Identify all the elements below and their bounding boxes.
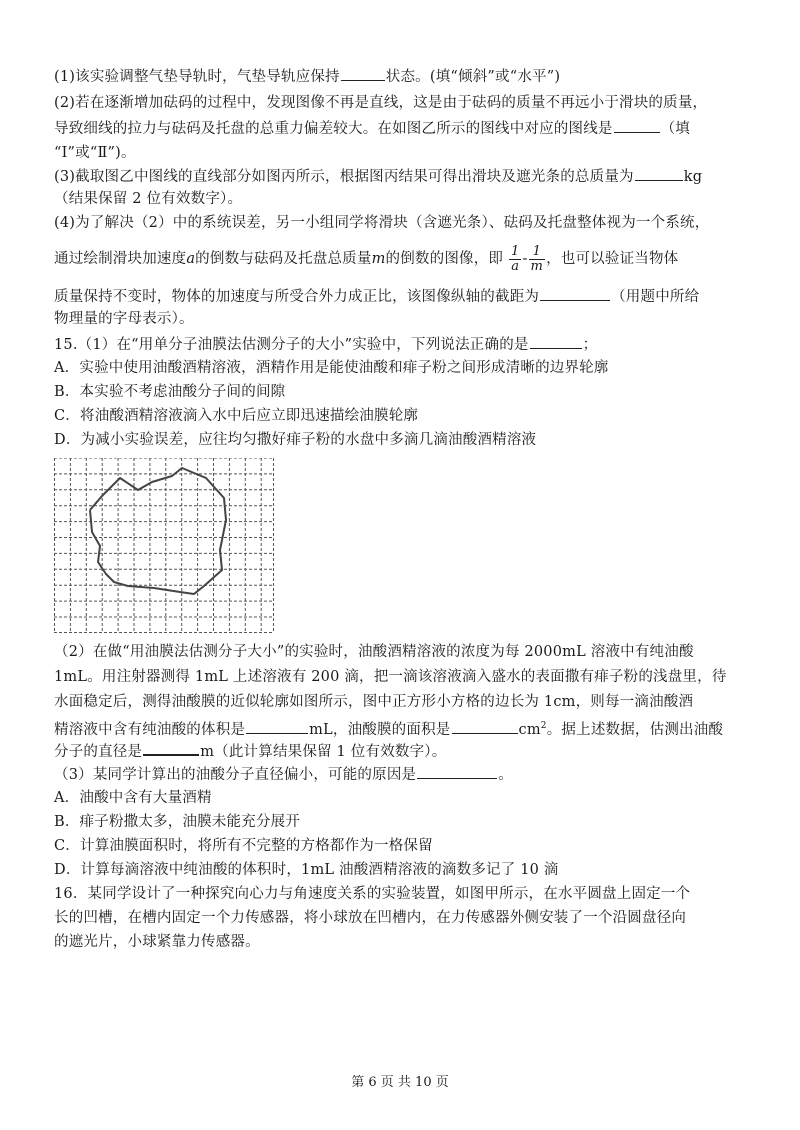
grid-lines [54, 458, 274, 633]
q15-part3-option-b: B．痱子粉撒太多，油膜未能充分展开 [54, 814, 301, 830]
oil-film-outline [90, 468, 226, 594]
q14-part2-line2 [54, 118, 690, 139]
q14-part4-line2 [54, 244, 678, 274]
q14-part2-tail: （填 [660, 121, 691, 137]
q14-part3-unit: kg [683, 169, 703, 185]
answer-blank[interactable] [635, 166, 683, 181]
q15-part2-line2: 1mL。用注射器测得 1mL 上述溶液有 200 滴，把一滴该溶液滴入盛水的表面撒有痱子粉的浅盘里，待 [54, 669, 727, 685]
q14-part4-text: ，也可以验证当物体 [546, 251, 679, 267]
q14-part1-text: (1)该实验调整气垫导轨时，气垫导轨应保持 [54, 69, 340, 85]
fraction-1-over-m [529, 245, 546, 274]
q15-part2-text: m（此计算结果保留 1 位有效数字）。 [200, 744, 447, 760]
q15-stem-tail: ； [582, 337, 598, 353]
unit-cm: cm [518, 721, 541, 738]
q14-part2-line1: (2)若在逐渐增加砝码的过程中，发现图像不再是直线，这是由于砝码的质量不再远小于滑块的质量， [54, 95, 708, 111]
q15-stem-text: 15.（1）在“用单分子油膜法估测分子的大小”实验中，下列说法正确的是 [54, 337, 529, 353]
frac-denominator: a [511, 258, 520, 274]
q15-stem [54, 334, 597, 355]
q15-option-a: A．实验中使用油酸酒精溶液，酒精作用是能使油酸和痱子粉之间形成清晰的边界轮廓 [54, 360, 609, 376]
answer-blank[interactable] [452, 719, 518, 734]
q15-option-b: B．本实验不考虑油酸分子间的间隙 [54, 384, 286, 400]
q14-part2-line3: “Ⅰ”或“Ⅱ”)。 [54, 145, 136, 161]
fraction-1-over-a [509, 245, 521, 274]
q14-part1 [54, 66, 560, 87]
q15-part2-text: mL，油酸膜的面积是 [309, 721, 451, 738]
q15-part2-text: 精溶液中含有纯油酸的体积是 [54, 721, 246, 738]
page-footer: 第 6 页 共 10 页 [351, 1075, 449, 1090]
q15-part3-tail: 。 [498, 767, 513, 783]
q14-part4-text: 的倒数与砝码及托盘总质量 [195, 251, 372, 267]
dash: - [522, 251, 528, 267]
frac-denominator: m [530, 258, 544, 274]
unit-exponent: 2 [540, 721, 547, 731]
q16-line2: 长的凹槽，在槽内固定一个力传感器，将小球放在凹槽内，在力传感器外侧安装了一个沿圆盘径向 [54, 910, 687, 926]
q15-part3-option-c: C．计算油膜面积时，将所有不完整的方格都作为一格保留 [54, 838, 433, 854]
oil-film-grid-figure [54, 458, 274, 633]
answer-blank[interactable] [143, 740, 199, 756]
q15-part2-line4 [54, 716, 723, 740]
q15-part3-text: （3）某同学计算出的油酸分子直径偏小，可能的原因是 [54, 767, 417, 783]
q14-part1-tail: 状态。(填“倾斜”或“水平”) [385, 69, 561, 85]
answer-blank[interactable] [417, 764, 497, 779]
q14-part3-text: (3)截取图乙中图线的直线部分如图丙所示，根据图丙结果可得出滑块及遮光条的总质量为 [54, 169, 634, 185]
q15-part3-option-d: D．计算每滴溶液中纯油酸的体积时，1mL 油酸酒精溶液的滴数多记了 10 滴 [54, 862, 559, 878]
answer-blank[interactable] [341, 66, 385, 81]
answer-blank[interactable] [530, 334, 582, 349]
q15-option-d: D．为减小实验误差，应往均匀撒好痱子粉的水盘中多滴几滴油酸酒精溶液 [54, 432, 537, 448]
q14-part4-text: 通过绘制滑块加速度 [54, 251, 187, 267]
q16-line1: 16．某同学设计了一种探究向心力与角速度关系的实验装置，如图甲所示，在水平圆盘上固定一个 [54, 886, 691, 902]
q15-option-c: C．将油酸酒精溶液滴入水中后应立即迅速描绘油膜轮廓 [54, 408, 419, 424]
q14-part2-text: 导致细线的拉力与砝码及托盘的总重力偏差较大。在如图乙所示的图线中对应的图线是 [54, 121, 613, 137]
frac-numerator: 1 [510, 243, 520, 259]
answer-blank[interactable] [246, 719, 308, 734]
q16-line3: 的遮光片，小球紧靠力传感器。 [54, 934, 260, 950]
q14-part4-line4: 物理量的字母表示）。 [54, 311, 194, 327]
answer-blank[interactable] [614, 118, 660, 133]
q15-part2-text: 分子的直径是 [54, 744, 143, 760]
q15-part2-line3: 水面稳定后，测得油酸膜的近似轮廓如图所示，图中正方形小方格的边长为 1cm，则每一滴油酸酒 [54, 694, 694, 710]
q14-part4-text: 质量保持不变时，物体的加速度与所受合外力成正比，该图像纵轴的截距为 [54, 289, 540, 305]
q14-part4-text: 的倒数的图像，即 [385, 251, 504, 267]
q14-part3-line1 [54, 166, 702, 187]
q15-part3-option-a: A．油酸中含有大量酒精 [54, 790, 212, 806]
frac-numerator: 1 [529, 245, 546, 260]
answer-blank[interactable] [540, 286, 610, 301]
q14-part4-line1: (4)为了解决（2）中的系统误差，另一小组同学将滑块（含遮光条）、砝码及托盘整体视为一个系统， [54, 215, 710, 231]
q15-part2-line1: （2）在做“用油膜法估测分子大小”的实验时，油酸酒精溶液的浓度为每 2000mL 溶液中有纯油酸 [54, 644, 694, 660]
q14-part4-tail: （用题中所给 [611, 289, 700, 305]
q15-part2-text: 。据上述数据，估测出油酸 [546, 721, 724, 738]
var-m: m [371, 251, 386, 267]
q15-part3-stem [54, 764, 513, 785]
var-a: a [186, 251, 196, 267]
q15-part2-line5 [54, 740, 446, 762]
q14-part4-line3 [54, 286, 699, 307]
q14-part3-line2: （结果保留 2 位有效数字）。 [54, 191, 243, 207]
